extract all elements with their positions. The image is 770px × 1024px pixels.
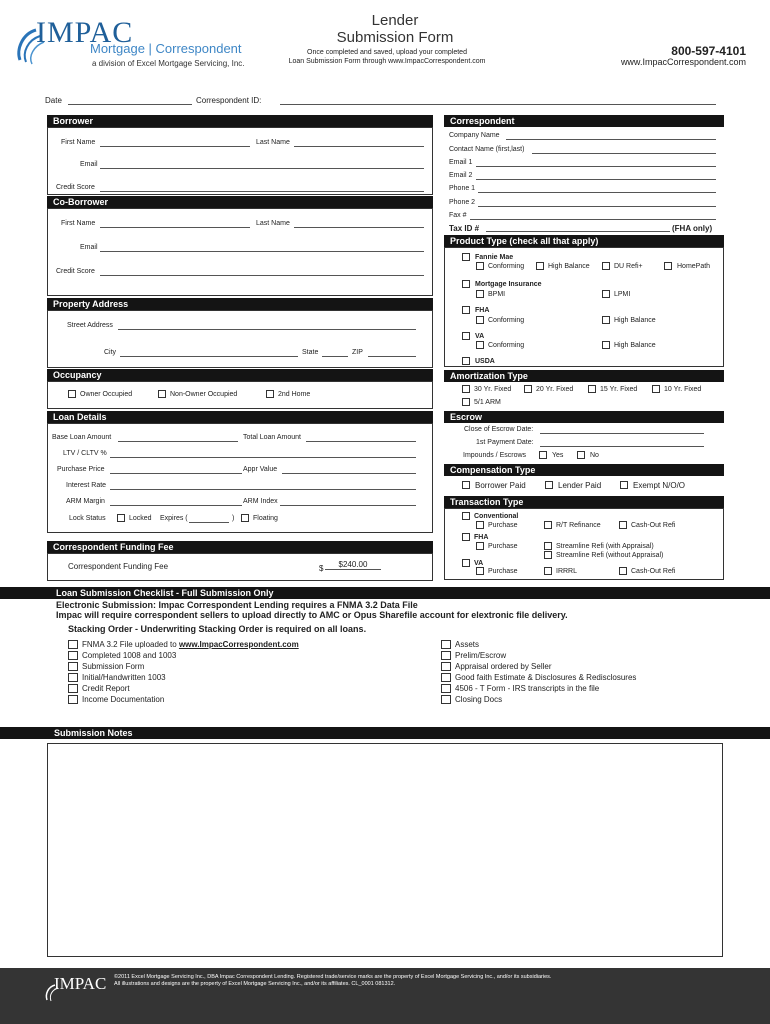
fannie-high-balance-label: High Balance bbox=[548, 263, 590, 270]
checklist-appraisal-label: Appraisal ordered by Seller bbox=[455, 662, 552, 671]
arm-index-label: ARM Index bbox=[243, 498, 278, 505]
borrower-first-name-field[interactable] bbox=[100, 137, 250, 147]
va-irrrl-label: IRRRL bbox=[556, 568, 578, 575]
conv-purchase-label: Purchase bbox=[488, 522, 518, 529]
checklist-1008-checkbox[interactable] bbox=[68, 651, 78, 660]
total-loan-amount-label: Total Loan Amount bbox=[243, 434, 301, 441]
va-conforming-label: Conforming bbox=[488, 342, 525, 349]
email1-field[interactable] bbox=[476, 157, 716, 167]
fha-product-label: FHA bbox=[475, 307, 490, 314]
amort-10yr-label: 10 Yr. Fixed bbox=[664, 386, 702, 393]
fha-product-checkbox[interactable] bbox=[462, 306, 470, 314]
interest-rate-label: Interest Rate bbox=[66, 482, 107, 489]
non-owner-occupied-checkbox[interactable] bbox=[158, 390, 166, 398]
contact-name-label: Contact Name (first,last) bbox=[449, 146, 525, 153]
checklist-credit-report-checkbox[interactable] bbox=[68, 684, 78, 693]
impounds-yes-checkbox[interactable] bbox=[539, 451, 547, 459]
footer-copyright-line2: All illustrations and designs are the property of Excel Mortgage Servicing Inc., and/or its affiliates. CL_0001 081312. bbox=[114, 981, 396, 987]
va-irrrl-checkbox[interactable] bbox=[544, 567, 552, 575]
lpmi-checkbox[interactable] bbox=[602, 290, 610, 298]
fax-field[interactable] bbox=[470, 210, 716, 220]
funding-fee-amount: $240.00 bbox=[325, 560, 381, 570]
amort-15yr-checkbox[interactable] bbox=[588, 385, 596, 393]
email2-label: Email 2 bbox=[449, 172, 473, 179]
correspondent-id-label: Correspondent ID: bbox=[196, 96, 262, 105]
division-text: a division of Excel Mortgage Servicing, Inc. bbox=[92, 59, 245, 68]
conv-rt-refi-label: R/T Refinance bbox=[556, 522, 601, 529]
coborrower-email-field[interactable] bbox=[100, 242, 424, 252]
transaction-header: Transaction Type bbox=[444, 496, 724, 508]
page-title-line1: Lender bbox=[371, 12, 419, 29]
va-high-balance-label: High Balance bbox=[614, 342, 656, 349]
mortgage-insurance-checkbox[interactable] bbox=[462, 280, 470, 288]
coborrower-email-label: Email bbox=[80, 244, 98, 251]
fannie-conforming-label: Conforming bbox=[488, 263, 525, 270]
conventional-checkbox[interactable] bbox=[462, 512, 470, 520]
date-label: Date bbox=[45, 96, 62, 105]
footer-logo-text: IMPAC bbox=[54, 974, 107, 993]
base-loan-amount-label: Base Loan Amount bbox=[52, 434, 112, 441]
du-refi-label: DU Refi+ bbox=[614, 263, 643, 270]
checklist-fnma-link[interactable]: www.ImpacCorrespondent.com bbox=[178, 640, 299, 649]
date-field[interactable] bbox=[68, 95, 192, 105]
checklist-income-label: Income Documentation bbox=[82, 695, 165, 704]
coborrower-first-name-label: First Name bbox=[61, 220, 96, 227]
funding-fee-label: Correspondent Funding Fee bbox=[68, 562, 169, 571]
first-payment-date-field[interactable] bbox=[540, 437, 704, 447]
coborrower-last-name-field[interactable] bbox=[294, 218, 424, 228]
fannie-mae-checkbox[interactable] bbox=[462, 253, 470, 261]
checklist-fnma-label bbox=[82, 640, 299, 649]
coborrower-credit-score-label: Credit Score bbox=[56, 268, 95, 275]
borrower-header: Borrower bbox=[47, 115, 433, 127]
interest-rate-field[interactable] bbox=[110, 480, 416, 490]
conv-rt-refi-checkbox[interactable] bbox=[544, 521, 552, 529]
zip-label: ZIP bbox=[352, 349, 363, 356]
checklist-closing-docs-label: Closing Docs bbox=[455, 695, 503, 704]
fannie-mae-label: Fannie Mae bbox=[475, 254, 514, 261]
checklist-4506-label: 4506 - T Form - IRS transcripts in the file bbox=[455, 684, 600, 693]
funding-fee-currency: $ bbox=[319, 564, 324, 573]
borrower-email-field[interactable] bbox=[100, 159, 424, 169]
mortgage-insurance-label: Mortgage Insurance bbox=[475, 281, 542, 288]
amort-arm-label: 5/1 ARM bbox=[474, 399, 501, 406]
state-field[interactable] bbox=[322, 347, 348, 357]
lock-status-label: Lock Status bbox=[69, 515, 106, 522]
conv-purchase-checkbox[interactable] bbox=[476, 521, 484, 529]
va-cash-out-checkbox[interactable] bbox=[619, 567, 627, 575]
amort-30yr-label: 30 Yr. Fixed bbox=[474, 386, 512, 393]
occupancy-header: Occupancy bbox=[47, 369, 433, 381]
logo bbox=[14, 14, 264, 74]
fax-label: Fax # bbox=[449, 212, 467, 219]
locked-label: Locked bbox=[129, 515, 152, 522]
va-transaction-label: VA bbox=[474, 560, 484, 567]
product-type-header: Product Type (check all that apply) bbox=[444, 235, 724, 247]
second-home-label: 2nd Home bbox=[278, 391, 311, 398]
conv-cash-out-label: Cash-Out Refi bbox=[631, 522, 676, 529]
electronic-submission-line2: Impac will require correspondent sellers to upload directly to AMC or Opus Sharefile account for elextronic file delivery. bbox=[56, 610, 568, 620]
coborrower-header: Co-Borrower bbox=[47, 196, 433, 208]
website[interactable]: www.ImpacCorrespondent.com bbox=[620, 57, 746, 67]
coborrower-credit-score-field[interactable] bbox=[100, 266, 424, 276]
company-name-label: Company Name bbox=[449, 132, 500, 139]
fha-purchase-label: Purchase bbox=[488, 543, 518, 550]
coborrower-first-name-field[interactable] bbox=[100, 218, 250, 228]
submission-notes-header: Submission Notes bbox=[0, 727, 770, 739]
phone-number: 800-597-4101 bbox=[671, 44, 746, 58]
instructions-line2: Loan Submission Form through www.ImpacCorrespondent.com bbox=[288, 58, 486, 65]
email2-field[interactable] bbox=[476, 170, 716, 180]
checklist-header: Loan Submission Checklist - Full Submission Only bbox=[0, 587, 770, 599]
checklist-gfe-checkbox[interactable] bbox=[441, 673, 451, 682]
zip-field[interactable] bbox=[368, 347, 416, 357]
locked-checkbox[interactable] bbox=[117, 514, 125, 522]
homepath-checkbox[interactable] bbox=[664, 262, 672, 270]
second-home-checkbox[interactable] bbox=[266, 390, 274, 398]
city-field[interactable] bbox=[120, 347, 298, 357]
checklist-prelim-label: Prelim/Escrow bbox=[455, 651, 507, 660]
va-product-checkbox[interactable] bbox=[462, 332, 470, 340]
exempt-checkbox[interactable] bbox=[620, 481, 628, 489]
checklist-fnma-checkbox[interactable] bbox=[68, 640, 78, 649]
homepath-label: HomePath bbox=[677, 263, 711, 270]
amort-20yr-label: 20 Yr. Fixed bbox=[536, 386, 574, 393]
property-section bbox=[47, 310, 433, 368]
arm-margin-field[interactable] bbox=[110, 496, 242, 506]
submission-notes-area[interactable] bbox=[47, 743, 723, 957]
amort-15yr-label: 15 Yr. Fixed bbox=[600, 386, 638, 393]
correspondent-header: Correspondent bbox=[444, 115, 724, 127]
borrower-paid-checkbox[interactable] bbox=[462, 481, 470, 489]
floating-checkbox[interactable] bbox=[241, 514, 249, 522]
owner-occupied-checkbox[interactable] bbox=[68, 390, 76, 398]
conv-cash-out-checkbox[interactable] bbox=[619, 521, 627, 529]
checklist-credit-report-label: Credit Report bbox=[82, 684, 130, 693]
phone2-field[interactable] bbox=[478, 197, 716, 207]
footer bbox=[0, 968, 770, 1024]
non-owner-occupied-label: Non-Owner Occupied bbox=[170, 391, 238, 398]
fha-streamline-wo-checkbox[interactable] bbox=[544, 551, 552, 559]
lpmi-label: LPMI bbox=[614, 291, 631, 298]
checklist-gfe-label: Good faith Estimate & Disclosures & Redisclosures bbox=[455, 673, 637, 682]
du-refi-checkbox[interactable] bbox=[602, 262, 610, 270]
borrower-first-name-label: First Name bbox=[61, 139, 96, 146]
checklist-closing-docs-checkbox[interactable] bbox=[441, 695, 451, 704]
owner-occupied-label: Owner Occupied bbox=[80, 391, 133, 398]
logo-impac-text: IMPAC bbox=[36, 16, 134, 49]
expires-field[interactable] bbox=[189, 513, 229, 523]
conventional-label: Conventional bbox=[474, 513, 519, 520]
amortization-header: Amortization Type bbox=[444, 370, 724, 382]
phone2-label: Phone 2 bbox=[449, 199, 476, 206]
borrower-last-name-label: Last Name bbox=[256, 139, 290, 146]
bpmi-label: BPMI bbox=[488, 291, 506, 298]
checklist-1003-label: Initial/Handwritten 1003 bbox=[82, 673, 166, 682]
va-product-label: VA bbox=[475, 333, 485, 340]
va-purchase-checkbox[interactable] bbox=[476, 567, 484, 575]
checklist-appraisal-checkbox[interactable] bbox=[441, 662, 451, 671]
fha-transaction-label: FHA bbox=[474, 534, 489, 541]
tax-id-field[interactable] bbox=[486, 222, 670, 232]
close-escrow-date-label: Close of Escrow Date: bbox=[464, 426, 534, 433]
borrower-credit-score-field[interactable] bbox=[100, 182, 424, 192]
amort-20yr-checkbox[interactable] bbox=[524, 385, 532, 393]
escrow-header: Escrow bbox=[444, 411, 724, 423]
city-label: City bbox=[104, 349, 117, 356]
exempt-label: Exempt N/O/O bbox=[633, 481, 686, 490]
checklist-1008-label: Completed 1008 and 1003 bbox=[82, 651, 177, 660]
va-high-balance-checkbox[interactable] bbox=[602, 341, 610, 349]
lender-paid-label: Lender Paid bbox=[558, 481, 602, 490]
page-title bbox=[300, 12, 490, 46]
va-cash-out-label: Cash-Out Refi bbox=[631, 568, 676, 575]
page-title-line2: Submission Form bbox=[336, 29, 454, 46]
ltv-label: LTV / CLTV % bbox=[63, 450, 107, 457]
ltv-field[interactable] bbox=[110, 448, 416, 458]
impounds-yes-label: Yes bbox=[552, 452, 564, 459]
va-purchase-label: Purchase bbox=[488, 568, 518, 575]
electronic-submission-line1: Electronic Submission: Impac Correspondent Lending requires a FNMA 3.2 Data File bbox=[56, 600, 418, 610]
logo-subtitle: Mortgage | Correspondent bbox=[90, 41, 242, 56]
impounds-no-checkbox[interactable] bbox=[577, 451, 585, 459]
stacking-order-text: Stacking Order - Underwriting Stacking Order is required on all loans. bbox=[68, 624, 367, 634]
amort-10yr-checkbox[interactable] bbox=[652, 385, 660, 393]
state-label: State bbox=[302, 349, 319, 356]
checklist-assets-label: Assets bbox=[455, 640, 480, 649]
phone1-label: Phone 1 bbox=[449, 185, 476, 192]
appr-value-label: Appr Value bbox=[243, 466, 278, 473]
company-name-field[interactable] bbox=[506, 130, 716, 140]
impounds-label: Impounds / Escrows bbox=[463, 452, 527, 459]
arm-index-field[interactable] bbox=[280, 496, 416, 506]
checklist-fnma-prefix: FNMA 3.2 File uploaded to bbox=[82, 640, 177, 649]
phone1-field[interactable] bbox=[478, 183, 716, 193]
fha-streamline-wo-label: Streamline Refi (without Appraisal) bbox=[556, 552, 664, 559]
lender-paid-checkbox[interactable] bbox=[545, 481, 553, 489]
borrower-paid-label: Borrower Paid bbox=[475, 481, 526, 490]
usda-checkbox[interactable] bbox=[462, 357, 470, 365]
expires-close: ) bbox=[232, 515, 235, 522]
purchase-price-label: Purchase Price bbox=[57, 466, 105, 473]
checklist-submission-form-checkbox[interactable] bbox=[68, 662, 78, 671]
amort-arm-checkbox[interactable] bbox=[462, 398, 470, 406]
instructions-line1: Once completed and saved, upload your completed bbox=[307, 49, 467, 56]
usda-label: USDA bbox=[475, 358, 495, 365]
fha-transaction-checkbox[interactable] bbox=[462, 533, 470, 541]
appr-value-field[interactable] bbox=[282, 464, 416, 474]
base-loan-amount-field[interactable] bbox=[118, 432, 238, 442]
checklist-4506-checkbox[interactable] bbox=[441, 684, 451, 693]
borrower-last-name-field[interactable] bbox=[294, 137, 424, 147]
checklist-1003-checkbox[interactable] bbox=[68, 673, 78, 682]
arm-margin-label: ARM Margin bbox=[66, 498, 105, 505]
fannie-conforming-checkbox[interactable] bbox=[476, 262, 484, 270]
fha-conforming-label: Conforming bbox=[488, 317, 525, 324]
loan-details-header: Loan Details bbox=[47, 411, 433, 423]
borrower-credit-score-label: Credit Score bbox=[56, 184, 95, 191]
property-header: Property Address bbox=[47, 298, 433, 310]
bpmi-checkbox[interactable] bbox=[476, 290, 484, 298]
checklist-assets-checkbox[interactable] bbox=[441, 640, 451, 649]
footer-copyright-line1: ©2011 Excel Mortgage Servicing Inc., DBA Impac Correspondent Lending. Registered trade/service marks are the property of Excel Mortgage Servicing Inc., and/or its subsidiaries. bbox=[114, 974, 552, 980]
instructions bbox=[262, 48, 512, 66]
fannie-high-balance-checkbox[interactable] bbox=[536, 262, 544, 270]
purchase-price-field[interactable] bbox=[110, 464, 242, 474]
checklist-prelim-checkbox[interactable] bbox=[441, 651, 451, 660]
floating-label: Floating bbox=[253, 515, 278, 522]
fha-conforming-checkbox[interactable] bbox=[476, 316, 484, 324]
email1-label: Email 1 bbox=[449, 159, 473, 166]
fha-purchase-checkbox[interactable] bbox=[476, 542, 484, 550]
fha-streamline-label: Streamline Refi (with Appraisal) bbox=[556, 543, 654, 550]
tax-id-label: Tax ID # bbox=[449, 224, 480, 233]
amort-30yr-checkbox[interactable] bbox=[462, 385, 470, 393]
coborrower-last-name-label: Last Name bbox=[256, 220, 290, 227]
checklist-submission-form-label: Submission Form bbox=[82, 662, 145, 671]
fha-high-balance-checkbox[interactable] bbox=[602, 316, 610, 324]
borrower-email-label: Email bbox=[80, 161, 98, 168]
total-loan-amount-field[interactable] bbox=[306, 432, 416, 442]
va-conforming-checkbox[interactable] bbox=[476, 341, 484, 349]
close-escrow-date-field[interactable] bbox=[540, 424, 704, 434]
contact-name-field[interactable] bbox=[532, 144, 716, 154]
compensation-header: Compensation Type bbox=[444, 464, 724, 476]
funding-fee-header: Correspondent Funding Fee bbox=[47, 541, 433, 553]
street-address-field[interactable] bbox=[118, 320, 416, 330]
first-payment-date-label: 1st Payment Date: bbox=[476, 439, 534, 446]
fha-streamline-checkbox[interactable] bbox=[544, 542, 552, 550]
street-address-label: Street Address bbox=[67, 322, 113, 329]
va-transaction-checkbox[interactable] bbox=[462, 559, 470, 567]
correspondent-id-field[interactable] bbox=[280, 95, 716, 105]
fha-only-label: (FHA only) bbox=[672, 224, 713, 233]
fha-high-balance-label: High Balance bbox=[614, 317, 656, 324]
impounds-no-label: No bbox=[590, 452, 599, 459]
expires-label: Expires ( bbox=[160, 515, 188, 522]
checklist-income-checkbox[interactable] bbox=[68, 695, 78, 704]
